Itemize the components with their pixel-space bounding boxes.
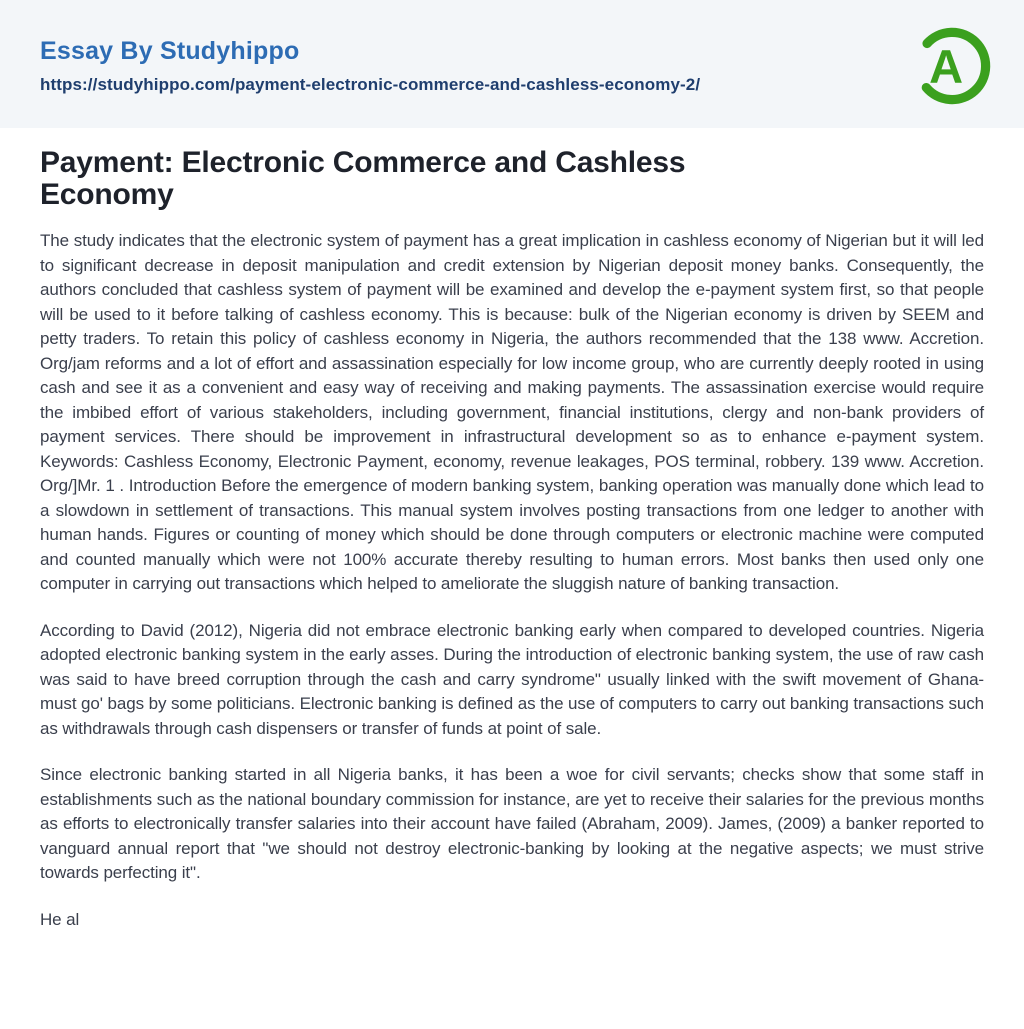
page-header xyxy=(0,0,1024,128)
article-title-line-1: Payment: Electronic Commerce and Cashless xyxy=(40,146,686,179)
article-paragraph: The study indicates that the electronic system of payment has a great implication in cashless economy of Nigerian but it will led to significant decrease in deposit manipulation and credit extension by Nigerian deposit money banks. Consequently, the authors concluded that cashless system of payment will be examined and develop the e-payment system first, so that people will be used to it before talking of cashless economy. This is because: bulk of the Nigerian economy is driven by SEEM and petty traders. To retain this policy of cashless economy in Nigeria, the authors recommended that the 138 www. Accretion. Org/jam reforms and a lot of effort and assassination especially for low income group, who are currently deeply rooted in using cash and see it as a convenient and easy way of receiving and making payments. The assassination exercise would require the imbibed effort of various stakeholders, including government, financial institutions, clergy and non-bank providers of payment services. There should be improvement in infrastructural development so as to enhance e-payment system. Keywords: Cashless Economy, Electronic Payment, economy, revenue leakages, POS terminal, robbery. 139 www. Accretion. Org/]Mr. 1 . Introduction Before the emergence of modern banking system, banking operation was manually done which lead to a slowdown in settlement of transactions. This manual system involves posting transactions from one ledger to another with human hands. Figures or counting of money which should be done through computers or electronic machine were computed and counted manually which were not 100% accurate thereby resulting to human errors. Most banks then used only one computer in carrying out transactions which helped to ameliorate the sluggish nature of banking transaction. xyxy=(40,231,984,593)
article-title-line-2: Economy xyxy=(40,178,174,211)
header-text-block xyxy=(40,35,700,93)
site-title: Essay By Studyhippo xyxy=(40,37,300,65)
article-title xyxy=(40,147,984,211)
article-body xyxy=(40,229,984,932)
studyhippo-logo-icon xyxy=(910,24,994,108)
article-paragraph-truncated: He al xyxy=(40,909,80,929)
source-url-link[interactable]: https://studyhippo.com/payment-electronic-commerce-and-cashless-economy-2/ xyxy=(40,75,701,94)
studyhippo-logo xyxy=(910,24,994,108)
logo-letter: A xyxy=(929,39,964,93)
article-paragraph: According to David (2012), Nigeria did not embrace electronic banking early when compared to developed countries. Nigeria adopted electronic banking system in the early asses. During the introduction of electronic banking system, the use of raw cash was said to have breed corruption through the cash and carry syndrome" usually linked with the swift movement of Ghana-must go' bags by some politicians. Electronic banking is defined as the use of computers to carry out banking transactions such as withdrawals through cash dispensers or transfer of funds at point of sale. xyxy=(40,620,984,738)
article-content xyxy=(0,147,1024,932)
article-paragraph: Since electronic banking started in all Nigeria banks, it has been a woe for civil servants; checks show that some staff in establishments such as the national boundary commission for instance, are yet to receive their salaries for the previous months as efforts to electronically transfer salaries into their account have failed (Abraham, 2009). James, (2009) a banker reported to vanguard annual report that "we should not destroy electronic-banking by looking at the negative aspects; we must strive towards perfecting it". xyxy=(40,765,984,882)
